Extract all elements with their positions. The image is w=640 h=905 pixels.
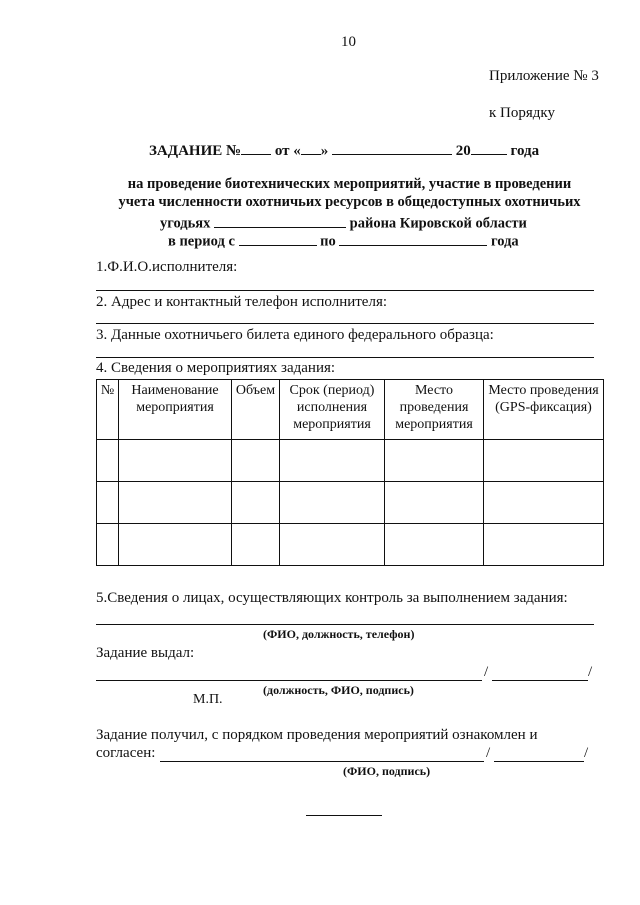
col-volume-header: Объем <box>232 380 280 440</box>
issued-by-signature-field[interactable] <box>492 680 588 681</box>
table-cell[interactable] <box>97 524 119 566</box>
table-cell[interactable] <box>385 524 484 566</box>
col-number-header: № <box>97 380 119 440</box>
col-period-header: Срок (период) исполнения мероприятия <box>280 380 385 440</box>
table-header-row <box>97 380 604 440</box>
page-number: 10 <box>341 34 356 50</box>
col-name-header: Наименование мероприятия <box>119 380 232 440</box>
issued-by-label: Задание выдал: <box>96 645 195 661</box>
appendix-number: Приложение № 3 <box>489 68 599 84</box>
task-year-suffix: года <box>510 143 540 159</box>
hunting-grounds-field[interactable] <box>214 212 346 228</box>
section-activities: 4. Сведения о мероприятиях задания: <box>96 360 336 376</box>
task-month-field[interactable] <box>332 139 452 155</box>
task-title <box>149 139 539 160</box>
table-cell[interactable] <box>119 440 232 482</box>
subtitle-line-4 <box>168 230 519 251</box>
issued-by-field[interactable] <box>96 680 482 681</box>
appendix-order: к Порядку <box>489 105 555 121</box>
period-to-field[interactable] <box>339 230 487 246</box>
table-cell[interactable] <box>280 482 385 524</box>
received-line-1: Задание получил, с порядком проведения мероприятий ознакомлен и <box>96 727 538 743</box>
period-to-label: по <box>320 233 336 250</box>
task-date-open: от « <box>274 143 301 159</box>
task-year-field[interactable] <box>471 139 507 155</box>
controllers-caption: (ФИО, должность, телефон) <box>263 627 415 641</box>
section-executor-contacts: 2. Адрес и контактный телефон исполнителя: <box>96 294 388 310</box>
table-cell[interactable] <box>484 482 604 524</box>
closing-divider <box>306 815 382 816</box>
table-cell[interactable] <box>280 440 385 482</box>
issued-by-slash-1: / <box>484 664 489 680</box>
stamp-label: М.П. <box>193 692 223 707</box>
executor-contacts-field[interactable] <box>96 323 594 324</box>
executor-name-field[interactable] <box>96 290 594 291</box>
task-title-label: ЗАДАНИЕ № <box>149 143 242 159</box>
period-year-label: года <box>491 233 519 250</box>
issued-by-caption: (должность, ФИО, подпись) <box>263 683 414 697</box>
subtitle-district: района Кировской области <box>349 215 527 232</box>
table-row <box>97 524 604 566</box>
period-from-field[interactable] <box>239 230 317 246</box>
table-cell[interactable] <box>232 524 280 566</box>
issued-by-slash-2: / <box>588 664 593 680</box>
table-row <box>97 440 604 482</box>
table-cell[interactable] <box>484 440 604 482</box>
received-caption: (ФИО, подпись) <box>343 764 431 778</box>
table-cell[interactable] <box>484 524 604 566</box>
col-place-header: Место проведения мероприятия <box>385 380 484 440</box>
table-cell[interactable] <box>97 482 119 524</box>
table-cell[interactable] <box>385 482 484 524</box>
received-signature-field[interactable] <box>494 761 584 762</box>
task-year-prefix: 20 <box>455 143 471 159</box>
period-from-label: в период с <box>168 233 235 250</box>
subtitle-line-2: учета численности охотничьих ресурсов в общедоступных охотничьих <box>118 194 581 210</box>
table-cell[interactable] <box>280 524 385 566</box>
task-day-field[interactable] <box>301 139 321 155</box>
received-name-field[interactable] <box>160 761 484 762</box>
activities-table <box>96 379 604 566</box>
table-cell[interactable] <box>232 440 280 482</box>
table-cell[interactable] <box>97 440 119 482</box>
table-cell[interactable] <box>385 440 484 482</box>
table-cell[interactable] <box>119 482 232 524</box>
task-number-field[interactable] <box>241 139 271 155</box>
received-line-2: согласен: <box>96 745 156 761</box>
subtitle-line-1: на проведение биотехнических мероприятий, участие в проведении <box>127 176 572 192</box>
table-row <box>97 482 604 524</box>
section-controllers: 5.Сведения о лицах, осуществляющих контроль за выполнением задания: <box>96 590 568 606</box>
received-slash-1: / <box>486 745 491 761</box>
table-cell[interactable] <box>119 524 232 566</box>
received-slash-2: / <box>584 745 589 761</box>
controllers-field[interactable] <box>96 624 594 625</box>
table-cell[interactable] <box>232 482 280 524</box>
hunting-license-field[interactable] <box>96 357 594 358</box>
col-gps-header: Место проведения (GPS-фиксация) <box>484 380 604 440</box>
section-hunting-license: 3. Данные охотничьего билета единого федерального образца: <box>96 327 494 343</box>
subtitle-hunting-grounds: угодьях <box>160 215 211 232</box>
task-date-close: » <box>320 143 329 159</box>
section-executor-name: 1.Ф.И.О.исполнителя: <box>96 259 238 275</box>
